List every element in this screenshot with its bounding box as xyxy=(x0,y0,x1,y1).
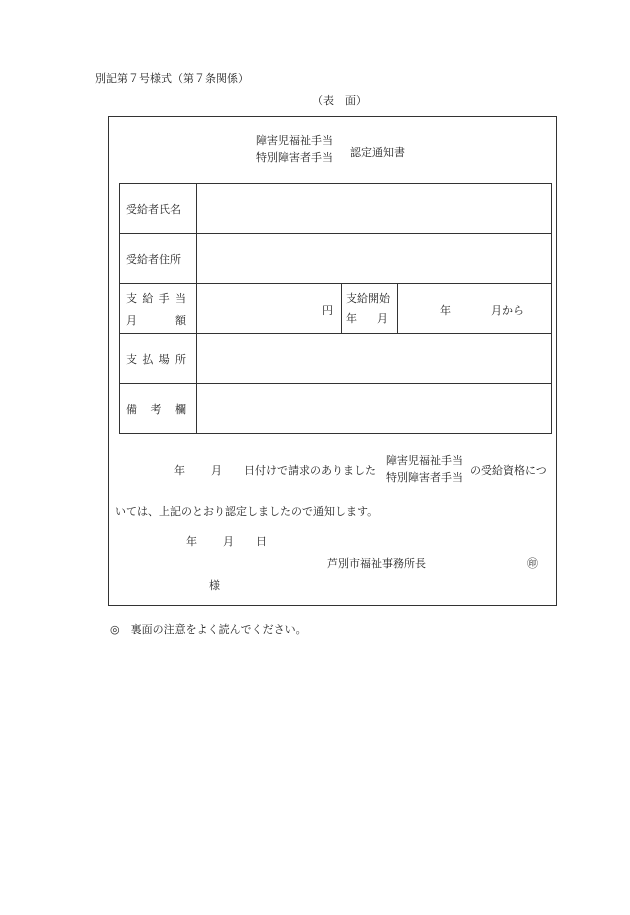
table-row xyxy=(120,334,552,384)
recipient-address-field[interactable] xyxy=(197,234,552,284)
start-date-label: 支給開始 年 月 xyxy=(342,284,398,334)
payment-place-field[interactable] xyxy=(197,334,552,384)
issuer-name: 芦別市福祉事務所長 xyxy=(327,557,426,570)
recipient-address-label: 受給者住所 xyxy=(120,234,197,284)
start-date-field[interactable]: 年 月から xyxy=(398,284,552,334)
yen-unit: 円 xyxy=(322,304,333,317)
issue-date: 年 月 日 xyxy=(186,535,267,548)
table-row xyxy=(120,184,552,234)
title-line-2: 特別障害者手当 xyxy=(256,151,333,164)
allowance-amount-label: 支 給 手 当 月 額 xyxy=(120,284,197,334)
recipient-name-field[interactable] xyxy=(197,184,552,234)
reverse-side-note: ◎ 裏面の注意をよく読んでください。 xyxy=(110,623,307,636)
document-title-suffix: 認定通知書 xyxy=(350,146,405,159)
allowance-amount-field[interactable] xyxy=(197,284,342,334)
document-title-stack xyxy=(256,132,333,166)
form-number-title: 別記第７号様式（第７条関係） xyxy=(95,72,249,85)
certification-table xyxy=(119,183,552,434)
remarks-field[interactable] xyxy=(197,384,552,434)
table-row xyxy=(120,234,552,284)
side-label: （表 面） xyxy=(312,94,367,107)
title-line-1: 障害児福祉手当 xyxy=(256,134,333,147)
body-notification-text: いては、上記のとおり認定しましたので通知します。 xyxy=(115,505,379,518)
body-eligibility-text: の受給資格につ xyxy=(470,464,547,477)
recipient-name-label: 受給者氏名 xyxy=(120,184,197,234)
payment-place-label: 支 払 場 所 xyxy=(120,334,197,384)
table-row xyxy=(120,384,552,434)
seal-mark: ㊞ xyxy=(527,557,538,570)
remarks-label: 備 考 欄 xyxy=(120,384,197,434)
recipient-honorific: 様 xyxy=(209,579,220,592)
body-date-line: 年 月 日付けで請求のありました xyxy=(174,464,376,477)
body-allowance-stack: 障害児福祉手当 特別障害者手当 xyxy=(386,454,463,484)
table-row xyxy=(120,284,552,334)
